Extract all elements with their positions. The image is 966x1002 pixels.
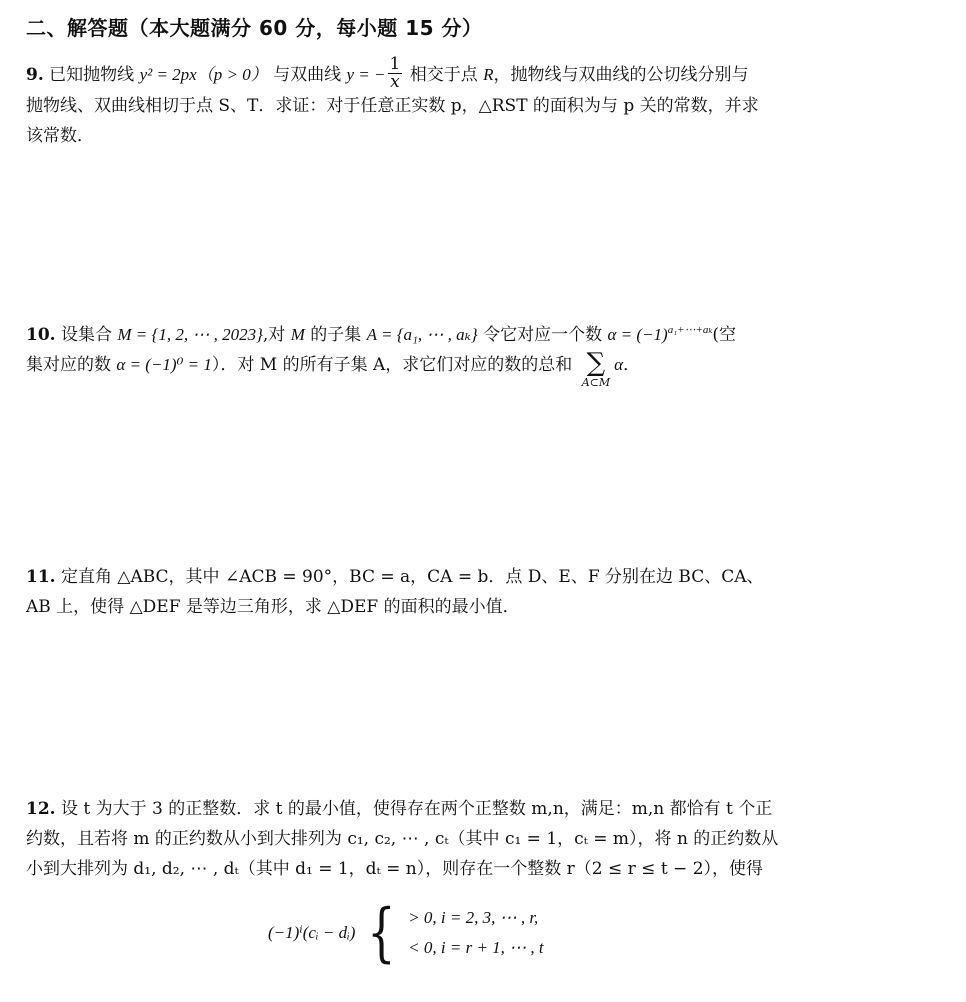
- summation: [582, 350, 610, 390]
- problem-text: ，抛物线与双曲线的公切线分别与: [493, 65, 749, 85]
- problem-number: 10.: [26, 325, 56, 345]
- section-title: 二、解答题（本大题满分 60 分，每小题 15 分）: [26, 16, 483, 40]
- set-m: M = {1, 2, ⋯ , 2023}: [117, 325, 263, 344]
- problem-text: ,对: [262, 325, 291, 345]
- problem-text: ．: [623, 355, 641, 375]
- problem-text: 抛物线、双曲线相切于点 S、T．求证：对于任意正实数 p，△RST 的面积为与 p 关的常数，并求: [26, 96, 759, 116]
- problem-number: 9.: [26, 65, 44, 85]
- empty-set-alpha: α = (−1)⁰ = 1: [116, 355, 212, 374]
- problem-text: 设集合: [60, 325, 118, 345]
- problem-text: 相交于点: [404, 65, 484, 85]
- problem-11: [26, 562, 916, 622]
- subset-a: A = {a₁, ⋯ , aₖ}: [366, 325, 478, 344]
- set-m-symbol: M: [290, 325, 305, 344]
- alpha-exponent: a₁+⋯+aₖ: [667, 324, 713, 336]
- fraction-numerator: 1: [389, 54, 401, 74]
- problem-text: 定直角 △ABC，其中 ∠ACB = 90°，BC = a，CA = b．点 D、E、F 分别在边 BC、CA、: [60, 567, 764, 587]
- problem-text: 设 t 为大于 3 的正整数．求 t 的最小值，使得存在两个正整数 m,n，满足：m,n 都恰有 t 个正: [60, 799, 773, 819]
- problem-text: 约数，且若将 m 的正约数从小到大排列为 c₁, c₂, ⋯ , cₜ（其中 c₁ = 1，cₜ = m），将 n 的正约数从: [26, 829, 779, 849]
- case-positive: > 0, i = 2, 3, ⋯ , r,: [408, 908, 539, 927]
- problem-text: 与双曲线: [267, 65, 347, 85]
- problem-text: AB 上，使得 △DEF 是等边三角形，求 △DEF 的面积的最小值．: [26, 597, 520, 617]
- summation-subscript: A⊂M: [581, 376, 611, 389]
- hyperbola-lhs: y = −: [346, 65, 386, 84]
- condition-lhs: (−1)ⁱ(cᵢ − dᵢ): [268, 923, 356, 942]
- problem-number: 11.: [26, 567, 56, 587]
- case-negative: < 0, i = r + 1, ⋯ , t: [408, 938, 544, 957]
- problem-text: 已知抛物线: [49, 65, 140, 85]
- problem-text: 小到大排列为 d₁, d₂, ⋯ , dₜ（其中 d₁ = 1，dₜ = n），则存在一个整数 r（2 ≤ r ≤ t − 2），使得: [26, 859, 764, 879]
- alpha-definition: α = (−1): [607, 325, 668, 344]
- problem-text: (空: [712, 325, 737, 345]
- problem-text: 集对应的数: [26, 355, 117, 375]
- problem-text: ）．对 M 的所有子集 A，求它们对应的数的总和: [211, 355, 578, 375]
- sigma-symbol: ∑: [586, 348, 606, 378]
- summation-term: α: [614, 355, 624, 374]
- point-r: R: [483, 65, 494, 84]
- fraction-denominator: x: [390, 72, 400, 92]
- parabola-equation: y² = 2px（p > 0）: [139, 65, 268, 84]
- fraction: [388, 56, 403, 91]
- problem-text: 的子集: [304, 325, 367, 345]
- problem-9: [26, 54, 916, 155]
- problem-10: [26, 320, 916, 390]
- problem-12: [26, 794, 916, 884]
- problem-number: 12.: [26, 799, 56, 819]
- left-brace: {: [367, 896, 397, 970]
- problem-text: 令它对应一个数: [477, 325, 608, 345]
- problem-text: 该常数．: [26, 126, 94, 146]
- piecewise-condition: [268, 898, 544, 968]
